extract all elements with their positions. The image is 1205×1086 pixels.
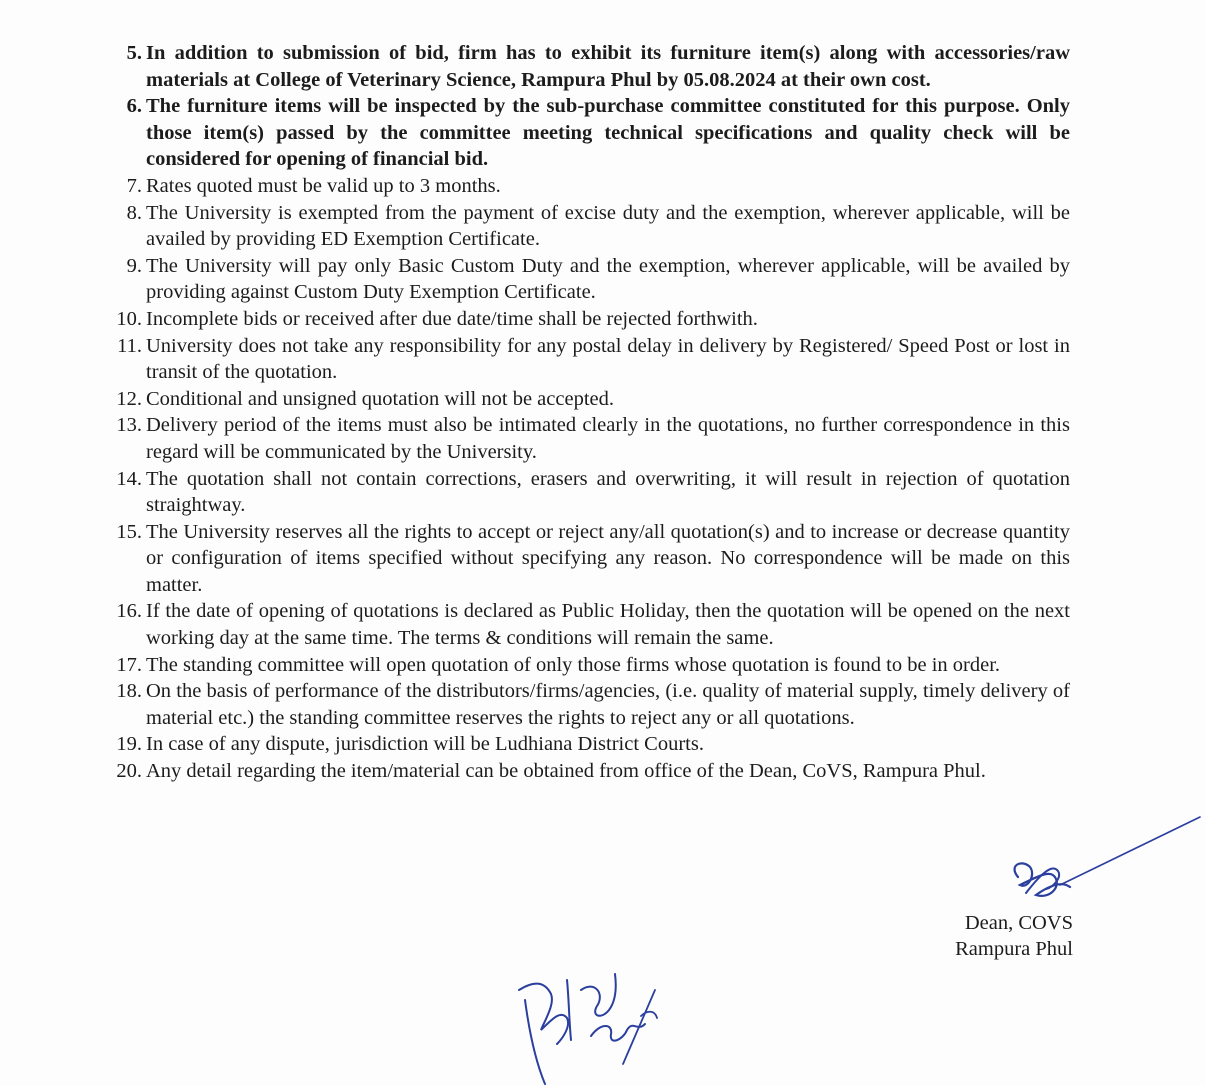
signature-block bbox=[955, 910, 1073, 962]
clause-number: 5. bbox=[126, 42, 142, 64]
clause-number: 6. bbox=[126, 95, 142, 118]
clause-item bbox=[100, 598, 1070, 651]
clause-text: The standing committee will open quotation of only those firms whose quotation is found to be in order. bbox=[146, 653, 1001, 676]
clause-text: The University reserves all the rights to accept or reject any/all quotation(s) and to increase or decrease quantity or configuration of items specified without specifying any reason. No correspondence will be made on this matter. bbox=[146, 520, 1070, 596]
clause-text: University does not take any responsibility for any postal delay in delivery by Registered/ Speed Post or lost in transit of the quotation. bbox=[146, 334, 1070, 384]
clause-item bbox=[100, 40, 1070, 93]
clause-text: Conditional and unsigned quotation will not be accepted. bbox=[146, 387, 614, 410]
clause-text: Rates quoted must be valid up to 3 months. bbox=[146, 174, 501, 197]
clause-item bbox=[100, 412, 1070, 465]
clause-number: 7. bbox=[126, 174, 142, 197]
clause-number: 11. bbox=[117, 334, 142, 357]
clause-item bbox=[100, 173, 1070, 200]
clause-text: Any detail regarding the item/material can be obtained from office of the Dean, CoVS, Rampura Phul. bbox=[146, 760, 986, 783]
clause-text: The University is exempted from the payment of excise duty and the exemption, wherever applicable, will be availed by providing ED Exemption Certificate. bbox=[146, 201, 1070, 251]
signatory-title: Dean, COVS bbox=[964, 912, 1073, 934]
clause-number: 13. bbox=[116, 414, 142, 437]
clause-number: 17. bbox=[116, 653, 142, 676]
clause-text: On the basis of performance of the distributors/firms/agencies, (i.e. quality of material supply, timely delivery of material etc.) the standing committee reserves the rights to reject any or all quotations. bbox=[146, 680, 1070, 729]
clause-number: 20. bbox=[116, 760, 142, 783]
initials-signature bbox=[505, 960, 680, 1086]
clause-number: 15. bbox=[116, 520, 142, 543]
clause-text: In case of any dispute, jurisdiction will be Ludhiana District Courts. bbox=[146, 733, 704, 756]
clause-item bbox=[100, 93, 1070, 173]
clause-text: If the date of opening of quotations is declared as Public Holiday, then the quotation will be opened on the next working day at the same time. The terms & conditions will remain the same. bbox=[146, 600, 1070, 650]
clause-item bbox=[100, 253, 1070, 306]
clause-item bbox=[100, 678, 1070, 731]
clause-item bbox=[100, 333, 1070, 386]
clause-number: 12. bbox=[116, 387, 142, 410]
clause-item bbox=[100, 731, 1070, 758]
clause-text: In addition to submission of bid, firm has to exhibit its furniture item(s) along with accessories/raw materials at College of Veterinary Science, Rampura Phul by 05.08.2024 at their own cost. bbox=[146, 42, 1070, 91]
clause-item bbox=[100, 758, 1070, 785]
clause-item bbox=[100, 386, 1070, 413]
clause-number: 19. bbox=[116, 733, 142, 756]
clause-number: 14. bbox=[116, 467, 142, 490]
clause-item bbox=[100, 466, 1070, 519]
clause-text: The quotation shall not contain corrections, erasers and overwriting, it will result in rejection of quotation straightway. bbox=[146, 467, 1070, 517]
clause-text: Delivery period of the items must also be intimated clearly in the quotations, no further correspondence in this regard will be communicated by the University. bbox=[146, 414, 1070, 463]
clause-item bbox=[100, 306, 1070, 333]
signatory-place: Rampura Phul bbox=[955, 938, 1073, 960]
clause-number: 8. bbox=[126, 201, 142, 224]
clause-number: 9. bbox=[126, 254, 142, 277]
clause-number: 10. bbox=[116, 307, 142, 330]
clause-text: Incomplete bids or received after due date/time shall be rejected forthwith. bbox=[146, 307, 758, 330]
dean-signature bbox=[1000, 815, 1205, 925]
terms-list bbox=[100, 40, 1070, 785]
clause-text: The University will pay only Basic Custom Duty and the exemption, wherever applicable, will be availed by providing against Custom Duty Exemption Certificate. bbox=[146, 254, 1070, 304]
clause-item bbox=[100, 652, 1070, 679]
clause-item bbox=[100, 200, 1070, 253]
clause-number: 18. bbox=[116, 680, 142, 703]
clause-number: 16. bbox=[116, 600, 142, 623]
clause-item bbox=[100, 519, 1070, 599]
clause-text: The furniture items will be inspected by the sub-purchase committee constituted for this purpose. Only those item(s) passed by the committee meeting technical specifications and quality check will be considered for opening of financial bid. bbox=[146, 95, 1070, 171]
